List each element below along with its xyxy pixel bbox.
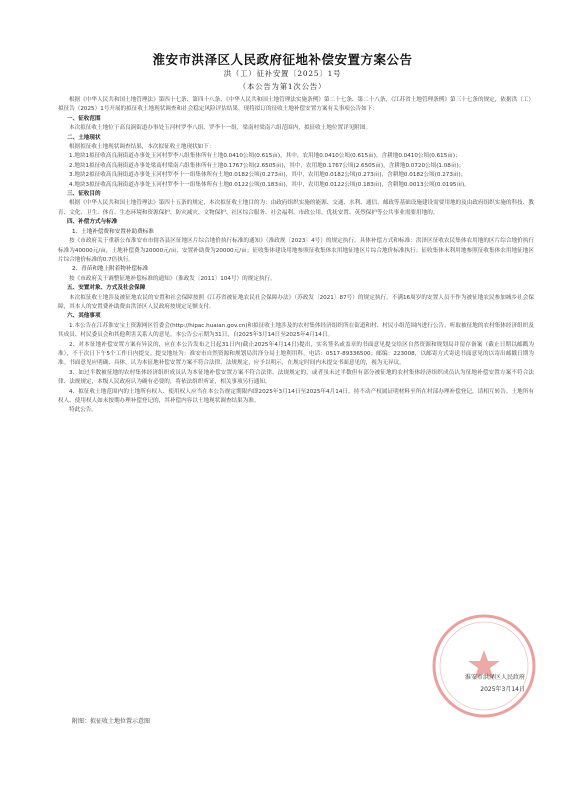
section-heading-scope: 一、征收范围 [67,115,101,122]
land-parcel-item: 3.地块2拟征收高良涧街道办事处玉河村罗李十一组集体所有土地0.0182公顷(0.273亩)，其中，农用地0.0182公顷(0.273亩)，含耕地0.0182公顷(0.273亩)； [69,172,467,179]
land-status-paragraph: 根据拟征收土地现状调查结果，本次拟征收土地现状如下： [69,144,215,151]
other-matters-item: 4、拟征收土地范围内的土地所有权人、使用权人应当在本公告规定期限内即2025年3月14日至2025年4月14日，持不动产权属证明材料至所在村部办理补偿登记，请相互转告。土地所有权人、使用权人如未按期办理补偿登记的，其补偿内容以土地现状调查结果为准。 [58,388,534,404]
other-matters-item: 1.本公告在江苏淮安宝土资源网区管委会(http://hipac.huaian.gov.cn)和拟征收土地涉及的农村集体经济组织所在街道和村、村民小组范围内进行公告，听取被征地的农村集体经济组织及其成员、村民委员会和其他利害关系人的意见。本公告公示期为31日，自2025年3月14日至2025年4月14日。 [58,322,534,339]
resettlement-paragraph: 本次拟征收土地涉及被征地农民的安置和社会保障按照《江苏省被征地农民社会保障办法》（苏政发〔2021〕87号）的规定执行。不满16周岁的安置人员不作为被征地农民参加城乡社会保障，其本人的安置费补助费由洪泽区人民政府按规定足额支付。 [58,294,534,310]
subsection-heading-land-compensation: 1、土地补偿费和安置补助费标准 [72,228,154,235]
notice-sequence: （本公告为第1次公告） [238,82,327,91]
section-heading-other-matters: 六、其他事项 [67,313,101,320]
other-matters-item: 3、如过半数被征地的农村集体经济组织成员认为本征地补偿安置方案不符合法律、法规规定的，或者虽未过半数但有部分被征地的农村集体经济组织成员认为征地补偿安置方案不符合法律、法规规定，本级人民政府认为确有必要的，将依法组织听证，相关事项另行通知。 [58,369,534,386]
land-parcel-item: 1.地块1拟征收高良涧街道办事处玉河村罗李八组集体所有土地0.0410公顷(0.615亩)，其中，农用地0.0410公顷(0.615亩)，含耕地0.0410公顷(0.615亩)； [69,153,461,160]
section-heading-land-status: 二、土地现状 [67,134,101,141]
section-heading-compensation: 四、补偿方式与标准 [67,219,118,226]
section-heading-purpose: 三、征收目的 [67,191,101,198]
signature-block [385,672,525,696]
scope-paragraph: 本次拟征收土地位于高良涧街道办事处玉河村罗李八组、罗李十一组，梁南村梁南六组范围内，拟征收土地位置详见附图。 [69,125,372,132]
purpose-paragraph: 根据《中华人民共和国土地管理法》第四十五条的规定，本次拟征收土地目的为：由政府组织实施的能源、交通、水利、通信、邮政等基础设施建设需要用地的及由政府组织实施的科技、教育、文化、卫生、体育、生态环境和资源保护、防灾减灾、文物保护、社区综合服务、社会福利、市政公用、优抚安置、英烈保护等公共事业需要用地的。 [58,200,534,216]
other-matters-item: 2、对本征地补偿安置方案有异议的，应在本公告发布之日起31日内(截止2025年4月14日)提出，实名签名或盖章的书面意见提交给区自然资源和规划局并留存备案（截止日期以邮戳为准），不于次日下午5个工作日内提交。提交地址为：淮安市自然资源和规划局洪泽分局土地利用科，电话：0517-89336500；邮编：223008，以邮寄方式寄送书面意见的以寄出邮戳日期为准。书面意见应明确、具体，认为本征地补偿安置方案不符合法律、法规规定，应予以明示，在规定时间内未提交书面意见的，视为无异议。 [58,341,534,367]
closing-statement: 特此公告。 [69,407,97,414]
intro-paragraph: 根据《中华人民共和国土地管理法》第四十七条、第四十八条，《中华人民共和国土地管理法实施条例》第二十七条、第二十八条，《江苏省土地管理条例》第三十七条的规定，依据洪（工）拟征告（2025）1号开展的拟征收土地现状调查和社会稳定风险评估结果，现将拟订的征收土地补偿安置方案有关事项公告如下： [58,97,534,113]
crops-compensation-paragraph: 按《市政府关于调整征地补偿标准的通知》（淮政发〔2011〕104号）的规定执行。 [69,275,276,282]
notice-title: 淮安市洪泽区人民政府征地补偿安置方案公告 [152,52,413,67]
notice-body [58,96,534,416]
document-number: 洪（工）征补安置〔2025〕1号 [223,69,342,78]
subsection-heading-crops-compensation: 2、青苗和地上附着物补偿标准 [72,266,149,273]
land-compensation-paragraph: 按《市政府关于重新公布淮安市市辖各县区征地区片综合地价执行标准的通知》（淮政规〔2023〕4号）的规定执行。具体补偿方式和标准：洪泽区征收农民集体农用地的区片综合地价执行标准为40000元/亩，土地补偿费为20000元/亩，安置补助费为20000元/亩；征收集体建设用地参照征收集体农用地征地区片综合地价标准执行；征收集体未利用地参照征收集体农用地征地区片综合地价标准的0.7倍执行。 [58,238,534,263]
land-parcel-item: 4.地块3拟征收高良涧街道办事处玉河村罗李十一组集体所有土地0.0122公顷(0.183亩)，其中，农用地0.0122公顷(0.183亩)，含耕地0.0013公顷(0.0195亩)。 [69,181,470,188]
issuer-name: 淮安市洪泽区人民政府 [464,674,525,681]
issue-date: 2025年3月14日 [480,686,525,693]
section-heading-resettlement: 五、安置对象、方式及社会保障 [67,285,146,292]
attachment-note: 附图：拟征收土地位置示意图 [72,718,151,725]
land-parcel-item: 2.地块1拟征收高良涧街道办事处梁南村梁南六组集体所有土地0.1767公顷(2.6505亩)，其中，农用地0.1767公顷(2.6505亩)，含耕地0.0720公顷(1.08亩)； [69,162,465,169]
official-seal [430,612,538,720]
